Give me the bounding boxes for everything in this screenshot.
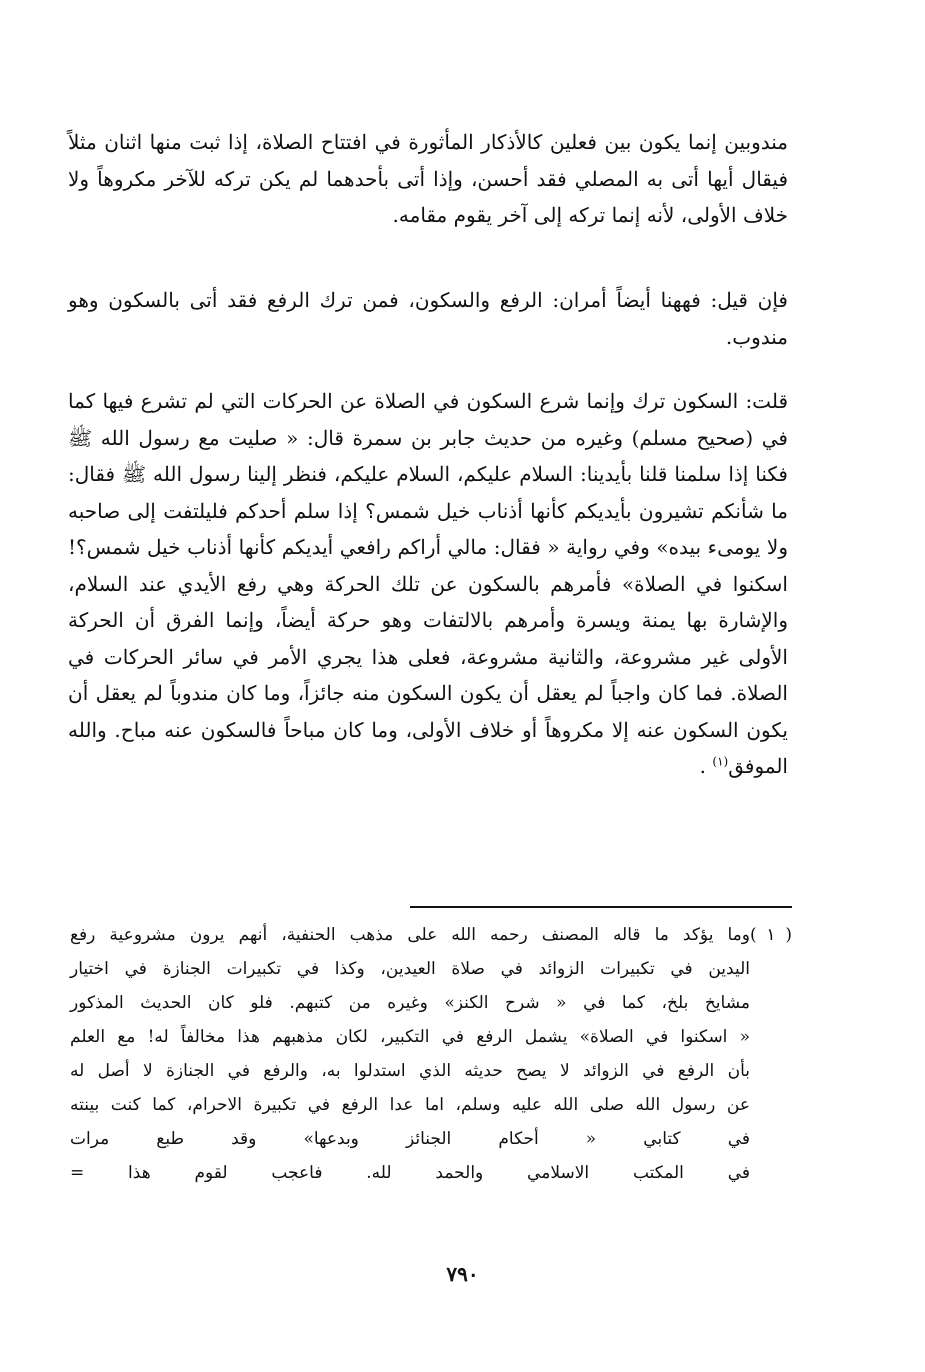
footnote-line-3: مشايخ بلخ، كما في « شرح الكنز» وغيره من كتبهم. فلو كان الحديث المذكور <box>70 993 750 1013</box>
footnote-line-7: في كتابي « أحكام الجنائز وبدعها» وقد طبع مرات <box>70 1129 750 1149</box>
footnote <box>70 918 792 1190</box>
paragraph-2: فإن قيل: فههنا أيضاً أمران: الرفع والسكون، فمن ترك الرفع فقد أتى بالسكون وهو مندوب. <box>68 288 788 349</box>
paragraph-1: مندوبين إنما يكون بين فعلين كالأذكار المأثورة في افتتاح الصلاة، إذا ثبت منها اثنان مثلاً فيقال أيها أتى به المصلي فقد أحسن، وإذا أتى بأحدهما لم يكن تركه للآخر مكروهاً ولا خلاف الأولى، لأنه إنما تركه إلى آخر يقوم مقامه. <box>68 130 788 227</box>
footnote-line-8: في المكتب الاسلامي والحمد لله. فاعجب لقوم هذا = <box>70 1163 750 1183</box>
footnote-line-6: عن رسول الله صلى الله عليه وسلم، اما عدا الرفع في تكبيرة الاحرام، كما كنت بينته <box>70 1095 750 1115</box>
footnote-separator-rule <box>410 906 792 908</box>
footnote-line-1 <box>70 918 792 952</box>
paragraph-3: قلت: السكون ترك وإنما شرع السكون في الصلاة عن الحركات التي لم تشرع فيها كما في (صحيح مسلم) وغيره من حديث جابر بن سمرة قال: « صليت مع رسول الله ﷺ فكنا إذا سلمنا قلنا بأيدينا: السلام عليكم، السلام عليكم، فنظر إلينا رسول الله ﷺ فقال: ما شأنكم تشيرون بأيديكم كأنها أذناب خيل شمس؟ إذا سلم أحدكم فليلتفت إلى صاحبه ولا يومىء بيده» وفي رواية « فقال: مالي أراكم رافعي أيديكم كأنها أذناب خيل شمس؟! اسكنوا في الصلاة» فأمرهم بالسكون عن تلك الحركة وهي رفع الأيدي عند السلام، والإشارة بها يمنة ويسرة وأمرهم بالالتفات وهو حركة أيضاً، وإنما الفرق أن الحركة الأولى غير مشروعة، والثانية مشروعة، فعلى هذا يجري الأمر في سائر الحركات في الصلاة. فما كان واجباً لم يعقل أن يكون السكون منه جائزاً، وما كان مندوباً لم يعقل أن يكون السكون عنه إلا مكروهاً أو خلاف الأولى، وما كان مباحاً فالسكون عنه مباح. والله الموفق$^{(١)}$ . <box>68 389 788 778</box>
footnote-line-2: اليدين في تكبيرات الزوائد في صلاة العيدين، وكذا في تكبيرات الجنازة في اختيار <box>70 959 750 979</box>
footnote-number: ( ١ ) <box>750 925 792 945</box>
page-number: ٧٩٠ <box>446 1262 479 1286</box>
footnote-line-5: بأن الرفع في الزوائد لا يصح حديثه الذي استدلوا به، والرفع في الجنازة لا أصل له <box>70 1061 750 1081</box>
footnote-line-1-text: وما يؤكد ما قاله المصنف رحمه الله على مذهب الحنفية، أنهم يرون مشروعية رفع <box>70 925 750 945</box>
paragraph-3-text: قلت: السكون ترك وإنما شرع السكون في الصلاة عن الحركات التي لم تشرع فيها كما في (صحيح مسلم) وغيره من حديث جابر بن سمرة قال: « صليت مع رسول الله ﷺ فكنا إذا سلمنا قلنا بأيدينا: السلام عليكم، السلام عليكم، فنظر إلينا رسول الله ﷺ فقال: ما شأنكم تشيرون بأيديكم كأنها أذناب خيل شمس؟ إذا سلم أحدكم فليلتفت إلى صاحبه ولا يومىء بيده» وفي رواية « فقال: مالي أراكم رافعي أيديكم كأنها أذناب خيل شمس؟! اسكنوا في الصلاة» فأمرهم بالسكون عن تلك الحركة وهي رفع الأيدي عند السلام، والإشارة بها يمنة ويسرة وأمرهم بالالتفات وهو حركة أيضاً، وإنما الفرق أن الحركة الأولى غير مشروعة، والثانية مشروعة، فعلى هذا يجري الأمر في سائر الحركات في الصلاة. فما كان واجباً لم يعقل أن يكون السكون منه جائزاً، وما كان مندوباً لم يعقل أن يكون السكون عنه إلا مكروهاً أو خلاف الأولى، وما كان مباحاً فالسكون عنه مباح. والله الموفق <box>68 389 788 778</box>
footnote-reference-marker: (١) <box>712 754 729 769</box>
footnote-line-4: « اسكنوا في الصلاة» يشمل الرفع في التكبير، لكان مذهبهم هذا مخالفاً له! مع العلم <box>70 1027 750 1047</box>
